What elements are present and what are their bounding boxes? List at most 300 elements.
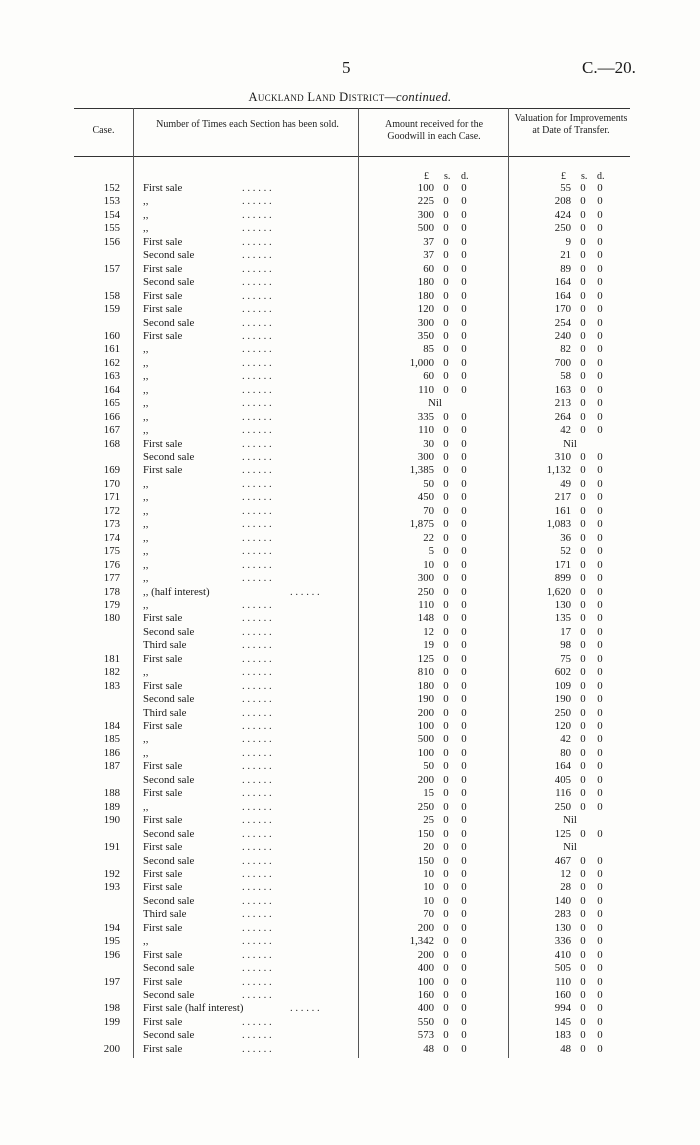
dot-leader: . . . . . . xyxy=(242,746,272,759)
case-number: 172 xyxy=(103,504,120,517)
goodwill-pence: 0 xyxy=(461,249,467,262)
case-number: 196 xyxy=(103,948,120,961)
goodwill-pence: 0 xyxy=(461,329,467,342)
goodwill-shillings: 0 xyxy=(443,195,449,208)
valuation-pounds: 164 xyxy=(554,760,571,773)
valuation-shillings: 0 xyxy=(580,948,586,961)
dot-leader: . . . . . . xyxy=(242,356,272,369)
valuation-shillings: 0 xyxy=(580,773,586,786)
valuation-pence: 0 xyxy=(597,975,603,988)
case-number: 159 xyxy=(103,303,120,316)
valuation-shillings: 0 xyxy=(580,235,586,248)
goodwill-shillings: 0 xyxy=(443,303,449,316)
goodwill-shillings: 0 xyxy=(443,235,449,248)
dot-leader: . . . . . . xyxy=(242,195,272,208)
sale-description: First sale xyxy=(143,303,183,316)
goodwill-shillings: 0 xyxy=(443,1029,449,1042)
table-row xyxy=(0,949,700,962)
dot-leader: . . . . . . xyxy=(242,343,272,356)
valuation-pounds: 36 xyxy=(560,531,571,544)
dot-leader: . . . . . . xyxy=(242,572,272,585)
dot-leader: . . . . . . xyxy=(242,477,272,490)
table-row xyxy=(0,505,700,518)
sale-description: ,, xyxy=(143,598,149,611)
valuation-shillings: 0 xyxy=(580,908,586,921)
goodwill-pounds: 48 xyxy=(423,1042,434,1055)
valuation-pence: 0 xyxy=(597,800,603,813)
table-row xyxy=(0,707,700,720)
valuation-pounds: 899 xyxy=(554,572,571,585)
table-row xyxy=(0,572,700,585)
goodwill-pounds: 200 xyxy=(417,773,434,786)
valuation-pounds: 42 xyxy=(560,733,571,746)
valuation-pounds: 75 xyxy=(560,652,571,665)
goodwill-pounds: 85 xyxy=(423,343,434,356)
goodwill-pounds: 1,385 xyxy=(409,464,434,477)
goodwill-pounds: 20 xyxy=(423,841,434,854)
goodwill-shillings: 0 xyxy=(443,370,449,383)
goodwill-shillings: 0 xyxy=(443,356,449,369)
valuation-shillings: 0 xyxy=(580,598,586,611)
goodwill-pence: 0 xyxy=(461,854,467,867)
goodwill-pounds: 12 xyxy=(423,625,434,638)
table-row xyxy=(0,236,700,249)
dot-leader: . . . . . . xyxy=(242,706,272,719)
case-number: 200 xyxy=(103,1042,120,1055)
valuation-shillings: 0 xyxy=(580,1029,586,1042)
dot-leader: . . . . . . xyxy=(242,854,272,867)
goodwill-pence: 0 xyxy=(461,262,467,275)
goodwill-pence: 0 xyxy=(461,881,467,894)
sale-description: ,, xyxy=(143,935,149,948)
goodwill-shillings: 0 xyxy=(443,989,449,1001)
sale-description: First sale xyxy=(143,760,183,773)
valuation-shillings: 0 xyxy=(580,208,586,221)
goodwill-shillings: 0 xyxy=(443,316,449,329)
table-row xyxy=(0,491,700,504)
sale-description: First sale xyxy=(143,679,183,692)
valuation-shillings: 0 xyxy=(580,397,586,410)
sale-description: First sale xyxy=(143,235,183,248)
goodwill-pounds: 25 xyxy=(423,814,434,827)
valuation-pounds: 283 xyxy=(554,908,571,921)
dot-leader: . . . . . . xyxy=(242,1029,272,1042)
valuation-shillings: 0 xyxy=(580,800,586,813)
goodwill-pence: 0 xyxy=(461,827,467,840)
dot-leader: . . . . . . xyxy=(242,531,272,544)
goodwill-shillings: 0 xyxy=(443,437,449,450)
valuation-pounds: 1,620 xyxy=(546,585,571,598)
goodwill-shillings: 0 xyxy=(443,491,449,504)
goodwill-pence: 0 xyxy=(461,558,467,571)
goodwill-shillings: 0 xyxy=(443,800,449,813)
page-number: 5 xyxy=(342,58,351,77)
goodwill-pounds: 100 xyxy=(417,975,434,988)
sale-description: ,, xyxy=(143,558,149,571)
dot-leader: . . . . . . xyxy=(242,1015,272,1028)
goodwill-pounds: 110 xyxy=(418,598,434,611)
table-row xyxy=(0,370,700,383)
case-number: 197 xyxy=(103,975,120,988)
valuation-shillings: 0 xyxy=(580,625,586,638)
valuation-pence: 0 xyxy=(597,908,603,921)
table-row xyxy=(0,424,700,437)
case-number: 184 xyxy=(103,720,120,732)
table-row xyxy=(0,343,700,356)
case-number: 192 xyxy=(103,867,120,880)
dot-leader: . . . . . . xyxy=(242,652,272,665)
goodwill-pence: 0 xyxy=(461,424,467,437)
table-row xyxy=(0,222,700,235)
goodwill-pounds: 37 xyxy=(423,249,434,262)
valuation-pounds: 58 xyxy=(560,370,571,383)
goodwill-pounds: 180 xyxy=(417,289,434,302)
dot-leader: . . . . . . xyxy=(242,316,272,329)
table-row xyxy=(0,908,700,921)
goodwill-nil: Nil xyxy=(428,397,442,410)
valuation-pence: 0 xyxy=(597,639,603,652)
goodwill-pence: 0 xyxy=(461,370,467,383)
valuation-pounds: 1,132 xyxy=(546,464,571,477)
document-reference: C.—20. xyxy=(582,58,636,77)
valuation-pence: 0 xyxy=(597,867,603,880)
goodwill-pounds: 125 xyxy=(417,652,434,665)
case-number: 152 xyxy=(103,182,120,194)
table-row xyxy=(0,774,700,787)
dot-leader: . . . . . . xyxy=(242,894,272,907)
valuation-shillings: 0 xyxy=(580,383,586,396)
sale-description: First sale xyxy=(143,262,183,275)
valuation-pounds: 89 xyxy=(560,262,571,275)
valuation-pence: 0 xyxy=(597,397,603,410)
dot-leader: . . . . . . xyxy=(242,867,272,880)
sale-description: Second sale xyxy=(143,1029,195,1042)
case-number: 194 xyxy=(103,921,120,934)
valuation-shillings: 0 xyxy=(580,504,586,517)
valuation-shillings: 0 xyxy=(580,881,586,894)
goodwill-pence: 0 xyxy=(461,612,467,625)
valuation-shillings: 0 xyxy=(580,464,586,477)
goodwill-pence: 0 xyxy=(461,235,467,248)
table-row xyxy=(0,518,700,531)
sale-description: ,, xyxy=(143,746,149,759)
goodwill-pence: 0 xyxy=(461,545,467,558)
valuation-pounds: 130 xyxy=(554,598,571,611)
sale-description: First sale xyxy=(143,289,183,302)
valuation-pence: 0 xyxy=(597,962,603,975)
table-row xyxy=(0,922,700,935)
dot-leader: . . . . . . xyxy=(242,235,272,248)
dot-leader: . . . . . . xyxy=(242,383,272,396)
valuation-shillings: 0 xyxy=(580,666,586,679)
dot-leader: . . . . . . xyxy=(242,289,272,302)
dot-leader: . . . . . . xyxy=(242,598,272,611)
valuation-pounds-unit: £ xyxy=(561,171,566,182)
goodwill-pounds: 200 xyxy=(417,706,434,719)
goodwill-pence: 0 xyxy=(461,208,467,221)
goodwill-shillings: 0 xyxy=(443,935,449,948)
sale-description: Second sale xyxy=(143,693,195,706)
goodwill-pence: 0 xyxy=(461,746,467,759)
goodwill-shillings: 0 xyxy=(443,773,449,786)
table-row xyxy=(0,720,700,733)
valuation-pounds: 52 xyxy=(560,545,571,558)
case-number: 198 xyxy=(103,1002,120,1015)
dot-leader: . . . . . . xyxy=(242,518,272,531)
valuation-pounds: 700 xyxy=(554,356,571,369)
valuation-shillings: 0 xyxy=(580,195,586,208)
dot-leader: . . . . . . xyxy=(242,625,272,638)
table-row xyxy=(0,747,700,760)
valuation-pence: 0 xyxy=(597,451,603,463)
goodwill-shillings: 0 xyxy=(443,451,449,463)
goodwill-pounds: 60 xyxy=(423,262,434,275)
table-row xyxy=(0,317,700,330)
case-number: 156 xyxy=(103,235,120,248)
sale-description: ,, xyxy=(143,491,149,504)
valuation-shillings: 0 xyxy=(580,854,586,867)
valuation-shillings: 0 xyxy=(580,343,586,356)
dot-leader: . . . . . . xyxy=(242,666,272,679)
sale-description: ,, xyxy=(143,504,149,517)
valuation-pounds: 55 xyxy=(560,182,571,194)
valuation-pence: 0 xyxy=(597,881,603,894)
goodwill-shillings: 0 xyxy=(443,249,449,262)
goodwill-pence: 0 xyxy=(461,679,467,692)
dot-leader: . . . . . . xyxy=(242,679,272,692)
dot-leader: . . . . . . xyxy=(242,464,272,477)
goodwill-shillings: 0 xyxy=(443,814,449,827)
table-row xyxy=(0,1043,700,1056)
case-number: 185 xyxy=(103,733,120,746)
dot-leader: . . . . . . xyxy=(242,841,272,854)
case-number: 171 xyxy=(103,491,120,504)
valuation-pounds: 42 xyxy=(560,424,571,437)
goodwill-shillings: 0 xyxy=(443,518,449,531)
goodwill-shillings: 0 xyxy=(443,545,449,558)
sale-description: First sale xyxy=(143,1042,183,1055)
goodwill-pounds: 200 xyxy=(417,921,434,934)
goodwill-pence-unit: d. xyxy=(461,171,469,182)
valuation-pence: 0 xyxy=(597,558,603,571)
valuation-shillings: 0 xyxy=(580,545,586,558)
dot-leader: . . . . . . xyxy=(242,276,272,289)
valuation-pence: 0 xyxy=(597,208,603,221)
goodwill-pence: 0 xyxy=(461,962,467,975)
sale-description: First sale xyxy=(143,881,183,894)
goodwill-shillings: 0 xyxy=(443,746,449,759)
goodwill-shillings: 0 xyxy=(443,908,449,921)
sale-description: ,, xyxy=(143,531,149,544)
valuation-pence: 0 xyxy=(597,262,603,275)
table-row xyxy=(0,881,700,894)
sale-description: ,, xyxy=(143,195,149,208)
valuation-pounds: 994 xyxy=(554,1002,571,1015)
goodwill-pounds: 200 xyxy=(417,948,434,961)
goodwill-pounds: 50 xyxy=(423,477,434,490)
dot-leader: . . . . . . xyxy=(290,585,320,598)
case-number: 175 xyxy=(103,545,120,558)
valuation-pence: 0 xyxy=(597,464,603,477)
dot-leader: . . . . . . xyxy=(242,639,272,652)
valuation-shillings: 0 xyxy=(580,639,586,652)
sale-description: ,, xyxy=(143,370,149,383)
goodwill-pence: 0 xyxy=(461,814,467,827)
goodwill-pence: 0 xyxy=(461,437,467,450)
valuation-shillings: 0 xyxy=(580,989,586,1001)
case-number: 167 xyxy=(103,424,120,437)
header-goodwill: Amount received for the Goodwill in each Case. xyxy=(384,119,484,142)
table-row xyxy=(0,801,700,814)
case-number: 186 xyxy=(103,746,120,759)
case-number: 195 xyxy=(103,935,120,948)
valuation-shillings: 0 xyxy=(580,894,586,907)
goodwill-pence: 0 xyxy=(461,908,467,921)
valuation-pounds: 217 xyxy=(554,491,571,504)
valuation-pence: 0 xyxy=(597,921,603,934)
goodwill-pence: 0 xyxy=(461,504,467,517)
goodwill-shillings: 0 xyxy=(443,424,449,437)
goodwill-pence: 0 xyxy=(461,1042,467,1055)
sale-description: ,, (half interest) xyxy=(143,585,210,598)
valuation-pounds: 170 xyxy=(554,303,571,316)
goodwill-pounds: 15 xyxy=(423,787,434,800)
table-row xyxy=(0,733,700,746)
table-row xyxy=(0,828,700,841)
case-number: 189 xyxy=(103,800,120,813)
valuation-pounds: 98 xyxy=(560,639,571,652)
goodwill-pence: 0 xyxy=(461,693,467,706)
table-row xyxy=(0,451,700,464)
case-number: 169 xyxy=(103,464,120,477)
valuation-pence: 0 xyxy=(597,787,603,800)
valuation-pounds: 109 xyxy=(554,679,571,692)
sale-description: First sale xyxy=(143,1015,183,1028)
valuation-pence: 0 xyxy=(597,827,603,840)
case-number: 182 xyxy=(103,666,120,679)
dot-leader: . . . . . . xyxy=(242,760,272,773)
table-row xyxy=(0,586,700,599)
goodwill-shillings: 0 xyxy=(443,262,449,275)
goodwill-shillings: 0 xyxy=(443,666,449,679)
goodwill-pounds: 180 xyxy=(417,276,434,289)
dot-leader: . . . . . . xyxy=(242,1042,272,1055)
valuation-pounds: 116 xyxy=(555,787,571,800)
valuation-shillings: 0 xyxy=(580,733,586,746)
sale-description: ,, xyxy=(143,410,149,423)
valuation-pounds: 171 xyxy=(554,558,571,571)
valuation-pence: 0 xyxy=(597,276,603,289)
goodwill-pounds: 335 xyxy=(417,410,434,423)
goodwill-pounds: 150 xyxy=(417,854,434,867)
sale-description: Second sale xyxy=(143,625,195,638)
table-row xyxy=(0,976,700,989)
valuation-pence: 0 xyxy=(597,625,603,638)
valuation-pence: 0 xyxy=(597,356,603,369)
goodwill-pence: 0 xyxy=(461,773,467,786)
sale-description: ,, xyxy=(143,222,149,235)
sale-description: Third sale xyxy=(143,908,187,921)
valuation-pence: 0 xyxy=(597,303,603,316)
header-top-rule xyxy=(74,108,630,109)
valuation-pounds: 21 xyxy=(560,249,571,262)
table-row xyxy=(0,855,700,868)
valuation-shillings: 0 xyxy=(580,720,586,732)
goodwill-shillings: 0 xyxy=(443,639,449,652)
sale-description: Second sale xyxy=(143,854,195,867)
valuation-pence: 0 xyxy=(597,289,603,302)
goodwill-pounds: 100 xyxy=(417,182,434,194)
valuation-shillings: 0 xyxy=(580,693,586,706)
table-row xyxy=(0,532,700,545)
header-case: Case. xyxy=(92,125,115,136)
goodwill-pence: 0 xyxy=(461,1002,467,1015)
goodwill-pounds: 190 xyxy=(417,693,434,706)
goodwill-pence: 0 xyxy=(461,343,467,356)
case-number: 155 xyxy=(103,222,120,235)
table-row xyxy=(0,680,700,693)
goodwill-pounds-unit: £ xyxy=(424,171,429,182)
dot-leader: . . . . . . xyxy=(242,451,272,463)
sale-description: Second sale xyxy=(143,249,195,262)
goodwill-shillings: 0 xyxy=(443,625,449,638)
goodwill-pounds: 5 xyxy=(428,545,434,558)
dot-leader: . . . . . . xyxy=(242,935,272,948)
goodwill-shillings: 0 xyxy=(443,693,449,706)
goodwill-shillings: 0 xyxy=(443,504,449,517)
goodwill-pounds: 300 xyxy=(417,208,434,221)
sale-description: First sale (half interest) xyxy=(143,1002,244,1015)
valuation-pence: 0 xyxy=(597,652,603,665)
valuation-pounds: 264 xyxy=(554,410,571,423)
case-number: 187 xyxy=(103,760,120,773)
sale-description: Third sale xyxy=(143,639,187,652)
case-number: 158 xyxy=(103,289,120,302)
valuation-nil: Nil xyxy=(563,437,577,450)
goodwill-shillings-unit: s. xyxy=(444,171,451,182)
table-row xyxy=(0,612,700,625)
goodwill-pounds: 1,000 xyxy=(409,356,434,369)
valuation-shillings-unit: s. xyxy=(581,171,588,182)
sale-description: First sale xyxy=(143,464,183,477)
header-bottom-rule xyxy=(74,156,630,157)
goodwill-pounds: 1,875 xyxy=(409,518,434,531)
goodwill-shillings: 0 xyxy=(443,948,449,961)
dot-leader: . . . . . . xyxy=(290,1002,320,1015)
case-number: 180 xyxy=(103,612,120,625)
case-number: 193 xyxy=(103,881,120,894)
goodwill-shillings: 0 xyxy=(443,827,449,840)
table-row xyxy=(0,841,700,854)
valuation-pounds: 310 xyxy=(554,451,571,463)
valuation-shillings: 0 xyxy=(580,329,586,342)
table-row xyxy=(0,438,700,451)
table-row xyxy=(0,545,700,558)
sale-description: ,, xyxy=(143,800,149,813)
valuation-pence: 0 xyxy=(597,410,603,423)
sale-description: Second sale xyxy=(143,989,195,1001)
valuation-pence: 0 xyxy=(597,693,603,706)
table-row xyxy=(0,693,700,706)
goodwill-shillings: 0 xyxy=(443,531,449,544)
dot-leader: . . . . . . xyxy=(242,249,272,262)
goodwill-shillings: 0 xyxy=(443,679,449,692)
case-number: 174 xyxy=(103,531,120,544)
table-row xyxy=(0,195,700,208)
dot-leader: . . . . . . xyxy=(242,827,272,840)
goodwill-pence: 0 xyxy=(461,989,467,1001)
table-row xyxy=(0,1016,700,1029)
